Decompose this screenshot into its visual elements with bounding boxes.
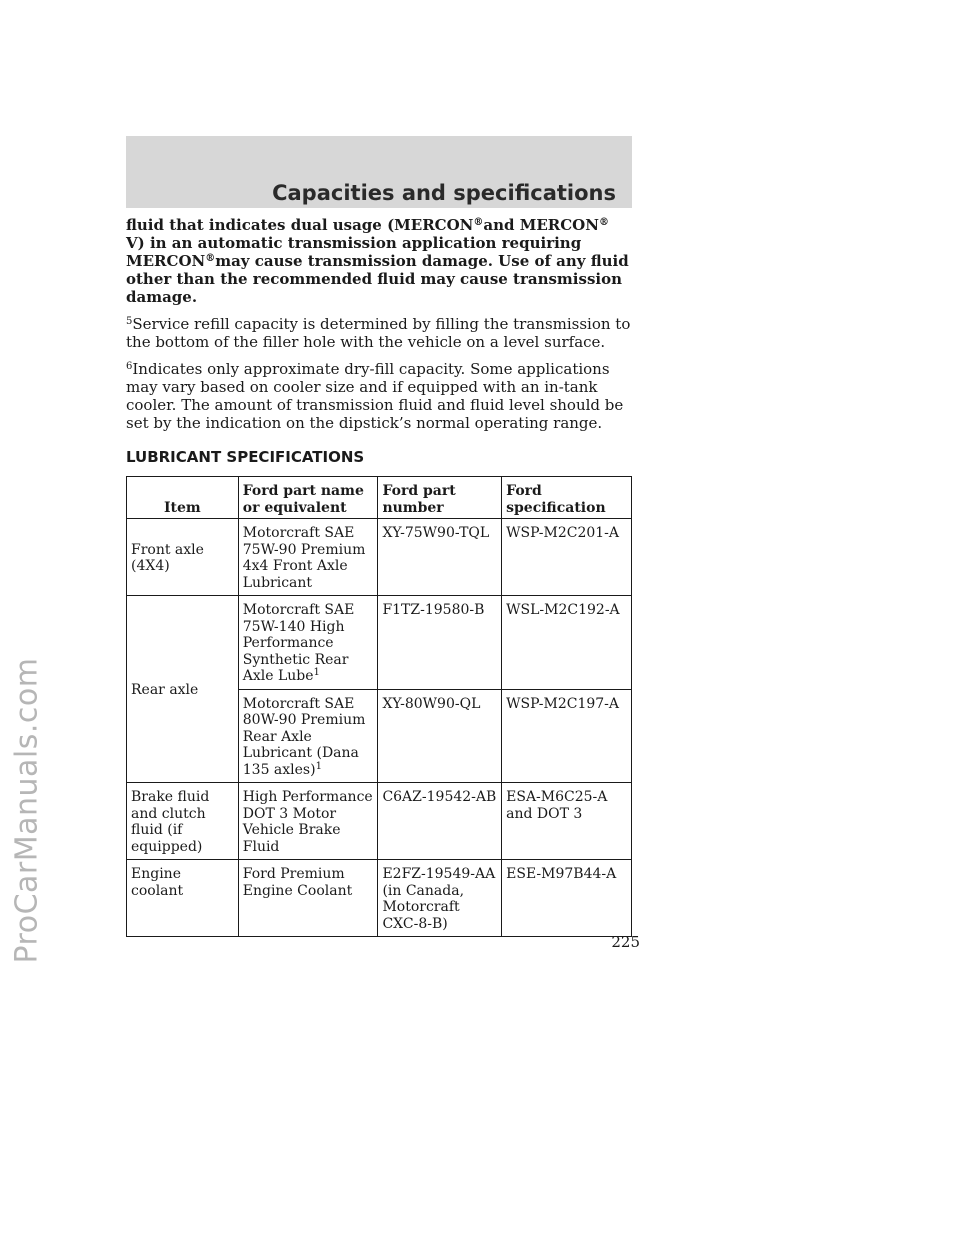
- cell-specification: ESA-M6C25-A and DOT 3: [502, 783, 632, 860]
- footnote-text: Indicates only approximate dry-fill capacity. Some applications may vary based on cooler size and if equipped with an in-tank cooler. The amount of transmission fluid and fluid level should be set by the indication on the dipstick’s normal operating range.: [126, 360, 624, 432]
- footnote-text: Service refill capacity is determined by filling the transmission to the bottom of the filler hole with the vehicle on a level surface.: [126, 315, 631, 351]
- registered-mark: ®: [598, 217, 609, 228]
- lubricant-specifications-table: [126, 476, 632, 937]
- watermark: [4, 420, 50, 1200]
- cell-item: Brake fluid and clutch fluid (if equipped): [127, 783, 239, 860]
- footnote-mark: 6: [126, 361, 133, 372]
- watermark-text: ProCarManuals.com: [9, 656, 45, 964]
- cell-part-number: XY-80W90-QL: [378, 689, 502, 783]
- footnote-6: [126, 360, 632, 432]
- cell-part-number: F1TZ-19580-B: [378, 596, 502, 690]
- cell-specification: WSP-M2C201-A: [502, 519, 632, 596]
- table-header-row: [127, 477, 632, 519]
- cell-part-number: C6AZ-19542-AB: [378, 783, 502, 860]
- cell-part-number: XY-75W90-TQL: [378, 519, 502, 596]
- cell-item: Engine coolant: [127, 860, 239, 937]
- footnote-5: [126, 315, 632, 351]
- header-specification: Ford specification: [502, 477, 632, 519]
- cell-item: Front axle (4X4): [127, 519, 239, 596]
- cell-item: Rear axle: [127, 596, 239, 783]
- header-part-number: Ford part number: [378, 477, 502, 519]
- page-content: [126, 216, 632, 937]
- cell-specification: ESE-M97B44-A: [502, 860, 632, 937]
- cell-part-name: Motorcraft SAE 75W-90 Premium 4x4 Front Axle Lubricant: [238, 519, 378, 596]
- cell-specification: WSL-M2C192-A: [502, 596, 632, 690]
- page-number: 225: [611, 933, 640, 951]
- header-part-name: Ford part name or equivalent: [238, 477, 378, 519]
- cell-part-number: E2FZ-19549-AA (in Canada, Motorcraft CXC-8-B): [378, 860, 502, 937]
- cell-part-name: High Performance DOT 3 Motor Vehicle Brake Fluid: [238, 783, 378, 860]
- registered-mark: ®: [205, 253, 216, 264]
- intro-paragraph: fluid that indicates dual usage (MERCON®and MERCON® V) in an automatic transmission application requiring MERCON®may cause transmission damage. Use of any fluid other than the recommended fluid may cause transmission damage.: [126, 216, 629, 306]
- cell-part-name: Motorcraft SAE 75W-140 High Performance Synthetic Rear Axle Lube$^1$: [238, 596, 378, 690]
- table-row: [127, 596, 632, 690]
- page-title: Capacities and specifications: [272, 181, 616, 205]
- table-row: [127, 519, 632, 596]
- cell-part-name: Ford Premium Engine Coolant: [238, 860, 378, 937]
- table-row: [127, 860, 632, 937]
- cell-specification: WSP-M2C197-A: [502, 689, 632, 783]
- cell-part-name: Motorcraft SAE 80W-90 Premium Rear Axle Lubricant (Dana 135 axles)$^1$: [238, 689, 378, 783]
- section-heading: LUBRICANT SPECIFICATIONS: [126, 448, 365, 466]
- header-item: Item: [127, 477, 239, 519]
- table-row: [127, 783, 632, 860]
- footnote-mark: 5: [126, 316, 133, 327]
- registered-mark: ®: [473, 217, 484, 228]
